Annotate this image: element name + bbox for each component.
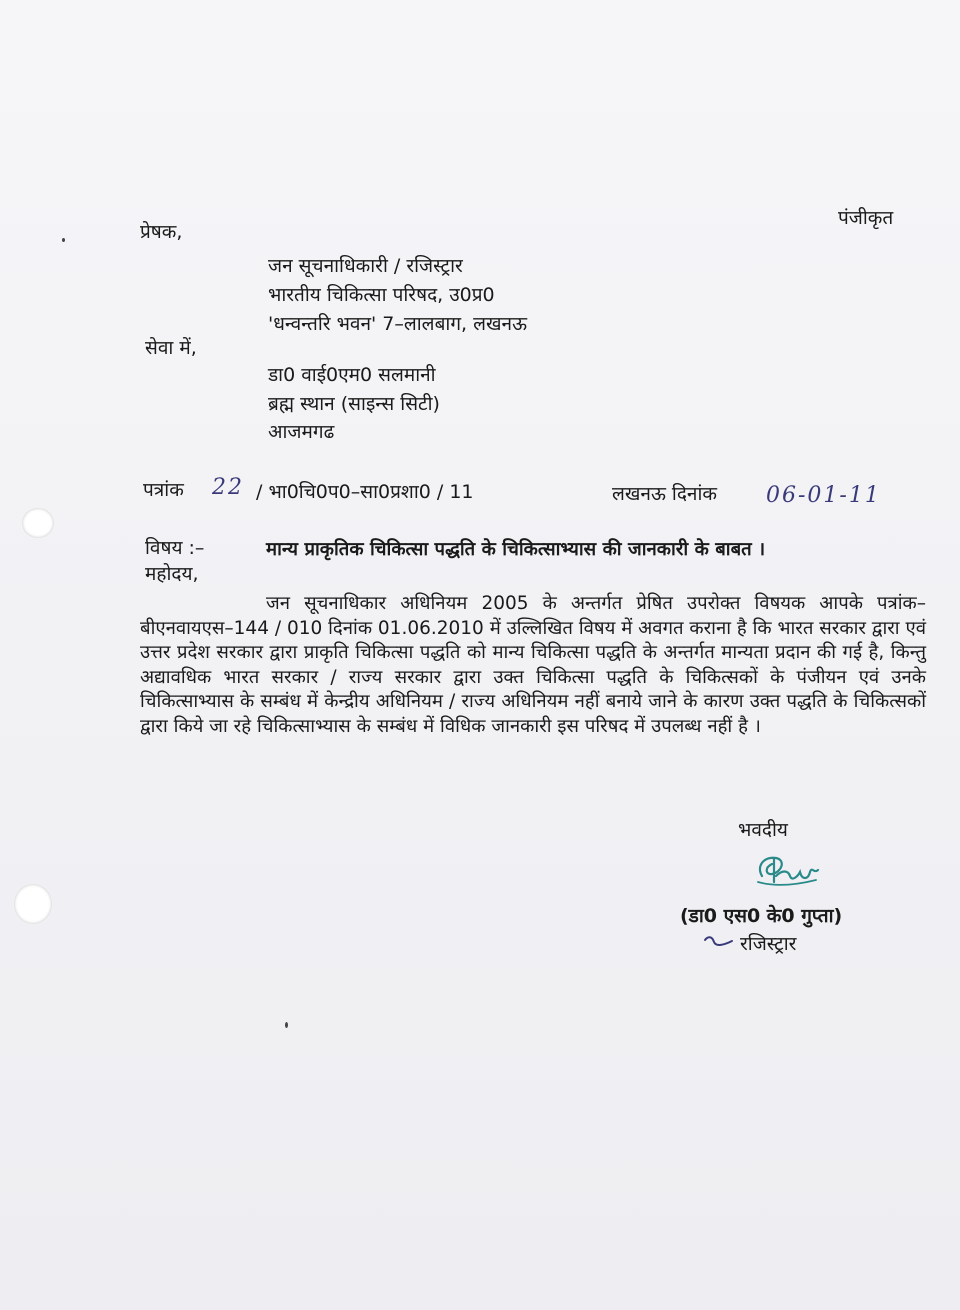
body-paragraph: जन सूचनाधिकार अधिनियम 2005 के अन्तर्गत प्रेषित उपरोक्त विषयक आपके पत्रांक–बीएनवायएस–144 / 010 दिनांक 01.06.2010 में उल्लिखित विषय में अवगत कराना है कि भारत सरकार द्वारा एवं उत्तर प्रदेश सरकार द्वारा प्राकृति चिकित्सा पद्धति को मान्य चिकित्सा पद्धति के अन्तर्गत मान्यता प्रदान की गई है, किन्तु अद्यावधिक भारत सरकार / राज्य सरकार द्वारा उक्त चिकित्सा पद्धति के चिकित्सकों के पंजीयन एवं उनके चिकित्साभ्यास के सम्बंध में केन्द्रीय अधिनियम / राज्य अधिनियम नहीं बनाये जाने के कारण उक्त पद्धति के चिकित्सकों द्वारा किये जा रहे चिकित्साभ्यास के सम्बंध में विधिक जानकारी इस परिषद में उपलब्ध नहीं है ।	[140, 593, 926, 737]
salutation: महोदय,	[145, 563, 199, 585]
sender-label: प्रेषक,	[140, 221, 183, 243]
sender-line-3: 'धन्वन्तरि भवन' 7–लालबाग, लखनऊ	[268, 313, 527, 335]
recipient-line-2: ब्रह्म स्थान (साइन्स सिटी)	[268, 393, 440, 415]
ink-speck	[285, 1022, 288, 1028]
signatory-tick-mark	[702, 934, 736, 950]
recipient-line-3: आजमगढ	[268, 421, 335, 443]
punch-hole-bottom	[14, 884, 52, 924]
signature	[752, 846, 824, 894]
recipient-line-1: डा0 वाई0एम0 सलमानी	[268, 364, 436, 386]
date-label: लखनऊ दिनांक	[612, 483, 717, 505]
subject-label: विषय :–	[145, 537, 205, 559]
sender-line-2: भारतीय चिकित्सा परिषद, उ0प्र0	[268, 284, 495, 306]
ink-speck	[62, 238, 65, 242]
date-handwritten: 06-01-11	[766, 483, 881, 508]
registered-mark: पंजीकृत	[838, 207, 894, 229]
signatory-title: रजिस्ट्रार	[740, 933, 797, 955]
signatory-name: (डा0 एस0 के0 गुप्ता)	[680, 905, 843, 927]
ref-number: / भा0चि0प0–सा0प्रशा0 / 11	[256, 481, 474, 503]
punch-hole-top	[22, 508, 54, 538]
subject-text: मान्य प्राकृतिक चिकित्सा पद्धति के चिकित्साभ्यास की जानकारी के बाबत ।	[266, 539, 766, 560]
closing: भवदीय	[738, 819, 788, 841]
sender-line-1: जन सूचनाधिकारी / रजिस्ट्रार	[268, 255, 463, 277]
ref-handwritten-number: 22	[212, 475, 244, 500]
ref-label: पत्रांक	[143, 479, 184, 501]
to-label: सेवा में,	[145, 337, 197, 359]
